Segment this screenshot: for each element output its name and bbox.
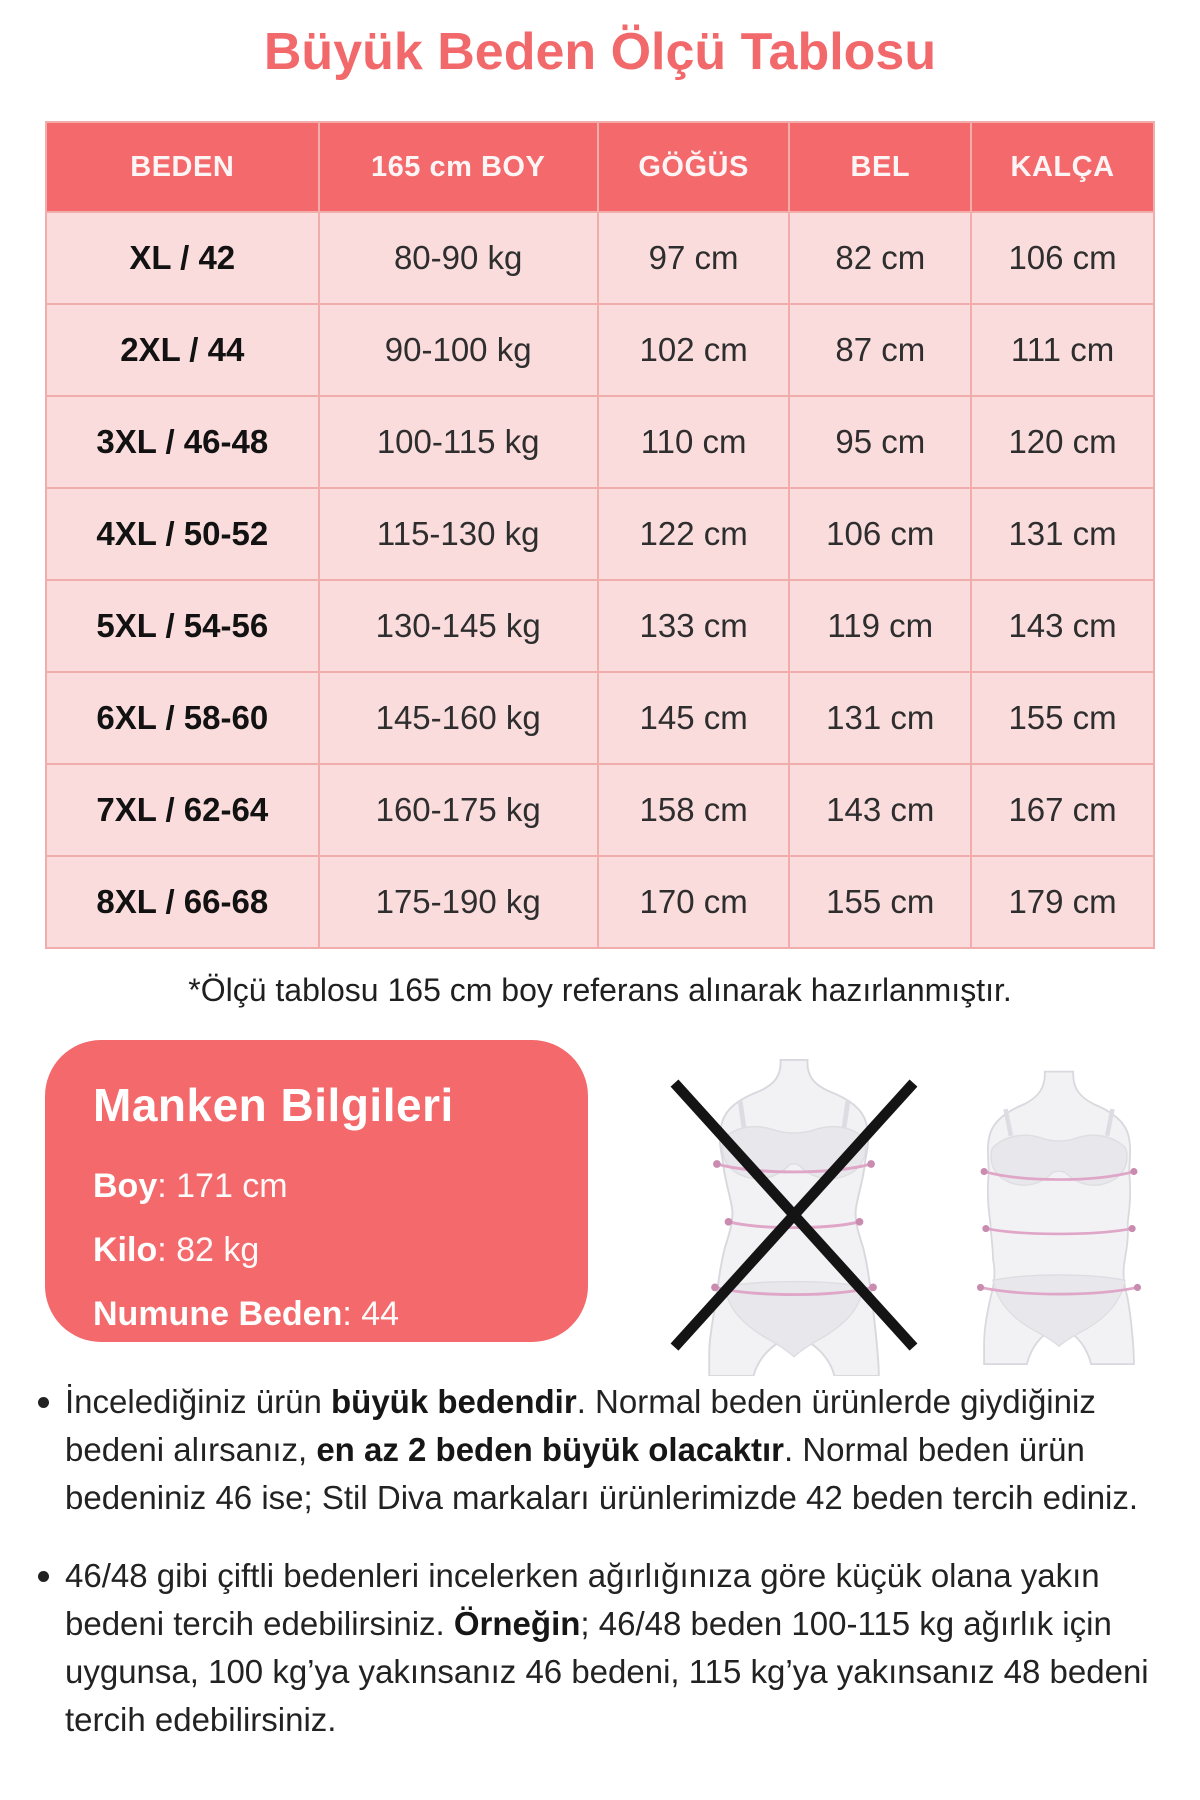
correct-measurement-figure: [952, 1064, 1166, 1370]
wrong-measurement-figure: [648, 1058, 940, 1376]
value-cell: 102 cm: [599, 305, 791, 397]
page-title: Büyük Beden Ölçü Tablosu: [263, 23, 937, 81]
model-info-rows: [93, 1154, 562, 1346]
value-cell: 115-130 kg: [320, 489, 599, 581]
value-cell: 111 cm: [972, 305, 1155, 397]
value-cell: 175-190 kg: [320, 857, 599, 949]
value-cell: 170 cm: [599, 857, 791, 949]
info-bullet-list: [38, 1378, 1168, 1744]
value-cell: 119 cm: [790, 581, 972, 673]
size-cell: 3XL / 46-48: [47, 397, 320, 489]
model-info-value: : 82 kg: [157, 1231, 260, 1269]
bullet-dot-icon: [38, 1571, 49, 1582]
size-cell: 6XL / 58-60: [47, 673, 320, 765]
value-cell: 143 cm: [972, 581, 1155, 673]
bullet-text: 46/48 gibi çiftli bedenleri incelerken ağırlığınıza göre küçük olana yakın bedeni tercih edebilirsiniz. Örneğin; 46/48 beden 100-115 kg ağırlık için uygunsa, 100 kg’ya yakınsanız 46 bedeni, 115 kg’ya yakınsanız 48 bedeni tercih edebilirsiniz.: [65, 1557, 1149, 1738]
value-cell: 145 cm: [599, 673, 791, 765]
size-cell: 8XL / 66-68: [47, 857, 320, 949]
value-cell: 87 cm: [790, 305, 972, 397]
table-header-cell: 165 cm BOY: [320, 123, 599, 213]
bullet-text: İncelediğiniz ürün büyük bedendir. Normal beden ürünlerde giydiğiniz bedeni alırsanız, en az 2 beden büyük olacaktır. Normal beden ürün bedeniniz 46 ise; Stil Diva markaları ürünlerimizde 42 beden tercih ediniz.: [65, 1383, 1139, 1516]
table-footnote: *Ölçü tablosu 165 cm boy referans alınarak hazırlanmıştır.: [188, 972, 1012, 1008]
value-cell: 82 cm: [790, 213, 972, 305]
value-cell: 143 cm: [790, 765, 972, 857]
value-cell: 167 cm: [972, 765, 1155, 857]
value-cell: 158 cm: [599, 765, 791, 857]
value-cell: 106 cm: [790, 489, 972, 581]
value-cell: 160-175 kg: [320, 765, 599, 857]
value-cell: 100-115 kg: [320, 397, 599, 489]
value-cell: 97 cm: [599, 213, 791, 305]
value-cell: 145-160 kg: [320, 673, 599, 765]
value-cell: 110 cm: [599, 397, 791, 489]
value-cell: 133 cm: [599, 581, 791, 673]
model-info-card: [45, 1040, 588, 1342]
model-info-label: Boy: [93, 1167, 158, 1205]
size-chart-table: [45, 121, 1155, 949]
model-info-row: [93, 1218, 562, 1282]
size-cell: XL / 42: [47, 213, 320, 305]
value-cell: 155 cm: [790, 857, 972, 949]
value-cell: 106 cm: [972, 213, 1155, 305]
bullet-item: [38, 1552, 1168, 1744]
model-info-row: [93, 1282, 562, 1346]
table-header-cell: GÖĞÜS: [599, 123, 791, 213]
size-cell: 2XL / 44: [47, 305, 320, 397]
model-info-label: Kilo: [93, 1231, 158, 1269]
model-info-label: Numune Beden: [93, 1295, 343, 1333]
size-cell: 5XL / 54-56: [47, 581, 320, 673]
bullet-dot-icon: [38, 1397, 49, 1408]
table-header-cell: BEDEN: [47, 123, 320, 213]
model-info-value: : 44: [342, 1295, 400, 1333]
bullet-item: [38, 1378, 1168, 1522]
table-header-cell: BEL: [790, 123, 972, 213]
value-cell: 122 cm: [599, 489, 791, 581]
model-info-title: Manken Bilgileri: [93, 1079, 454, 1131]
value-cell: 80-90 kg: [320, 213, 599, 305]
slim-body-icon: [648, 1058, 940, 1376]
value-cell: 90-100 kg: [320, 305, 599, 397]
plus-body-icon: [952, 1064, 1166, 1370]
model-info-row: [93, 1154, 562, 1218]
size-cell: 7XL / 62-64: [47, 765, 320, 857]
model-info-value: : 171 cm: [157, 1167, 288, 1205]
value-cell: 131 cm: [972, 489, 1155, 581]
value-cell: 131 cm: [790, 673, 972, 765]
table-header-cell: KALÇA: [972, 123, 1155, 213]
value-cell: 155 cm: [972, 673, 1155, 765]
size-cell: 4XL / 50-52: [47, 489, 320, 581]
value-cell: 95 cm: [790, 397, 972, 489]
value-cell: 179 cm: [972, 857, 1155, 949]
value-cell: 130-145 kg: [320, 581, 599, 673]
value-cell: 120 cm: [972, 397, 1155, 489]
